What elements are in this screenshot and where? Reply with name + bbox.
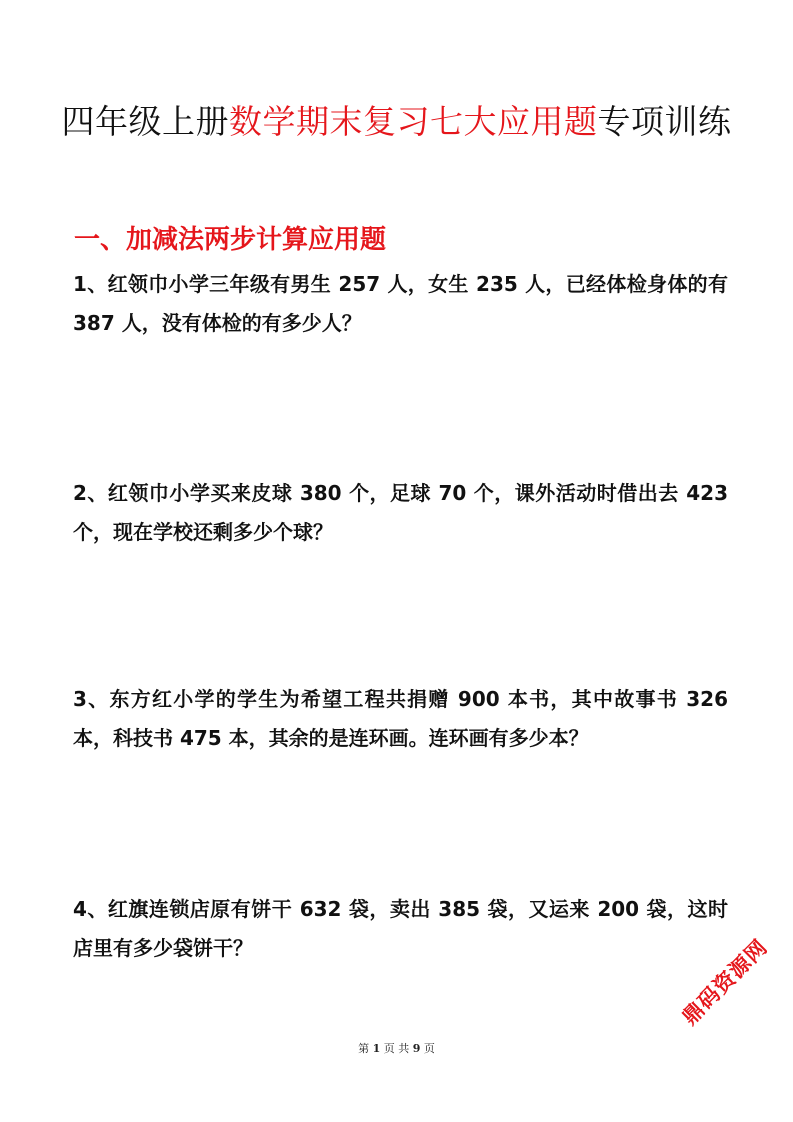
footer-page-number: 1 [372,1042,381,1055]
title-suffix: 专项训练 [597,102,732,141]
question-3: 3、东方红小学的学生为希望工程共捐赠 900 本书，其中故事书 326 本，科技书 475 本，其余的是连环画。连环画有多少本？ [73,687,728,750]
footer-middle: 页 共 [383,1042,410,1055]
page-title [0,100,793,144]
watermark-stamp: 鼎码资源网 [677,934,773,1030]
page-footer [0,1040,793,1058]
question-1: 1、红领巾小学三年级有男生 257 人，女生 235 人，已经体检身体的有 387 人，没有体检的有多少人？ [73,272,728,335]
question-4: 4、红旗连锁店原有饼干 632 袋，卖出 385 袋，又运来 200 袋，这时店里有多少袋饼干？ [73,897,728,960]
question-2: 2、红领巾小学买来皮球 380 个，足球 70 个，课外活动时借出去 423 个，现在学校还剩多少个球？ [73,481,728,544]
footer-prefix: 第 [358,1042,370,1055]
footer-total-pages: 9 [412,1042,421,1055]
section-heading: 一、加减法两步计算应用题 [74,225,387,255]
title-highlight: 数学期末复习七大应用题 [229,102,598,141]
footer-suffix: 页 [423,1042,435,1055]
title-prefix: 四年级上册 [61,102,229,141]
